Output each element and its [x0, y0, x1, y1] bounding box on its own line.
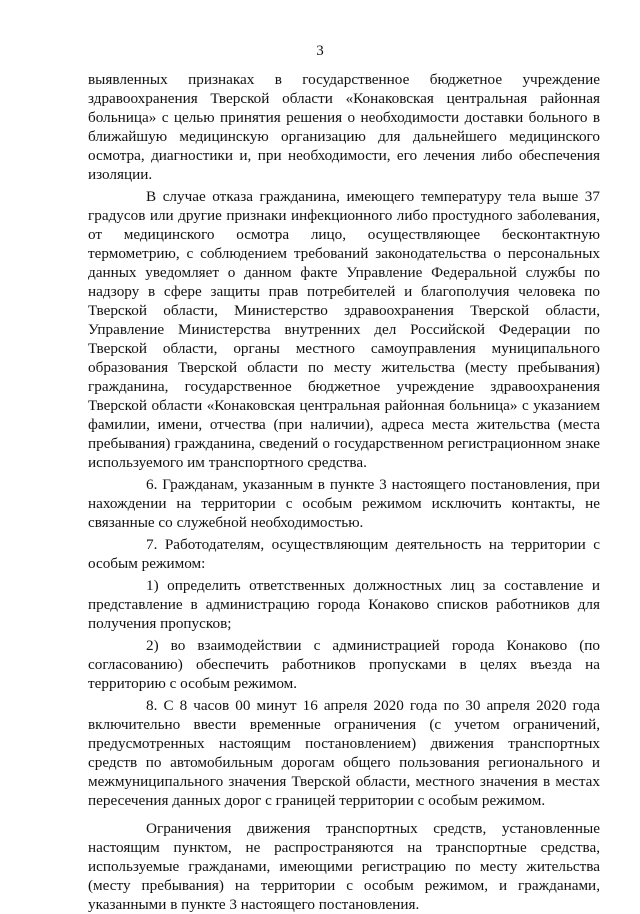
paragraph-refusal-notification: В случае отказа гражданина, имеющего температуру тела выше 37 градусов или другие признаки инфекционного либо простудного заболевания, от медицинского осмотра лицо, осуществляющее бесконтактную термометрию, с соблюдением требований законодательства о персональных данных уведомляет о данном факте Управление Федеральной службы по надзору в сфере защиты прав потребителей и благополучия человека по Тверской области, Министерство здравоохранения Тверской области, Управление Министерства внутренних дел Российской Федерации по Тверской области, органы местного самоуправления муниципального образования Тверской области по месту жительства (месту пребывания) гражданина, государственное бюджетное учреждение здравоохранения Тверской области «Конаковская центральная районная больница» с указанием фамилии, имени, отчества (при наличии), адреса места жительства (места пребывания) гражданина, сведений о государственном регистрационном знаке используемого им транспортного средства. — [88, 188, 600, 471]
paragraph-item-8: 8. С 8 часов 00 минут 16 апреля 2020 года по 30 апреля 2020 года включительно ввести временные ограничения (с учетом ограничений, предусмотренных настоящим постановлением) движения транспортных средств по автомобильным дорогам общего пользования регионального и межмуниципального значения Тверской области, местного значения в местах пересечения данных дорог с границей территории с особым режимом. — [88, 697, 600, 809]
paragraph-continuation: выявленных признаках в государственное бюджетное учреждение здравоохранения Тверской области «Конаковская центральная районная больница» с целью принятия решения о необходимости доставки больного в ближайшую медицинскую организацию для дальнейшего медицинского осмотра, диагностики и, при необходимости, его лечения либо обеспечения изоляции. — [88, 71, 600, 183]
paragraph-restrictions-exemption: Ограничения движения транспортных средств, установленные настоящим пунктом, не распространяются на транспортные средства, используемые гражданами, имеющими регистрацию по месту жительства (месту пребывания) на территории с особым режимом, и гражданами, указанными в пункте 3 настоящего постановления. — [88, 820, 600, 913]
page-number: 3 — [316, 43, 324, 59]
document-body — [88, 70, 600, 914]
paragraph-item-7: 7. Работодателям, осуществляющим деятельность на территории с особым режимом: — [88, 536, 600, 572]
paragraph-item-7-1: 1) определить ответственных должностных лиц за составление и представление в администрацию города Конаково списков работников для получения пропусков; — [88, 577, 600, 632]
paragraph-item-6: 6. Гражданам, указанным в пункте 3 настоящего постановления, при нахождении на территории с особым режимом исключить контакты, не связанные со служебной необходимостью. — [88, 476, 600, 531]
paragraph-item-7-2: 2) во взаимодействии с администрацией города Конаково (по согласованию) обеспечить работников пропусками в целях въезда на территорию с особым режимом. — [88, 637, 600, 692]
